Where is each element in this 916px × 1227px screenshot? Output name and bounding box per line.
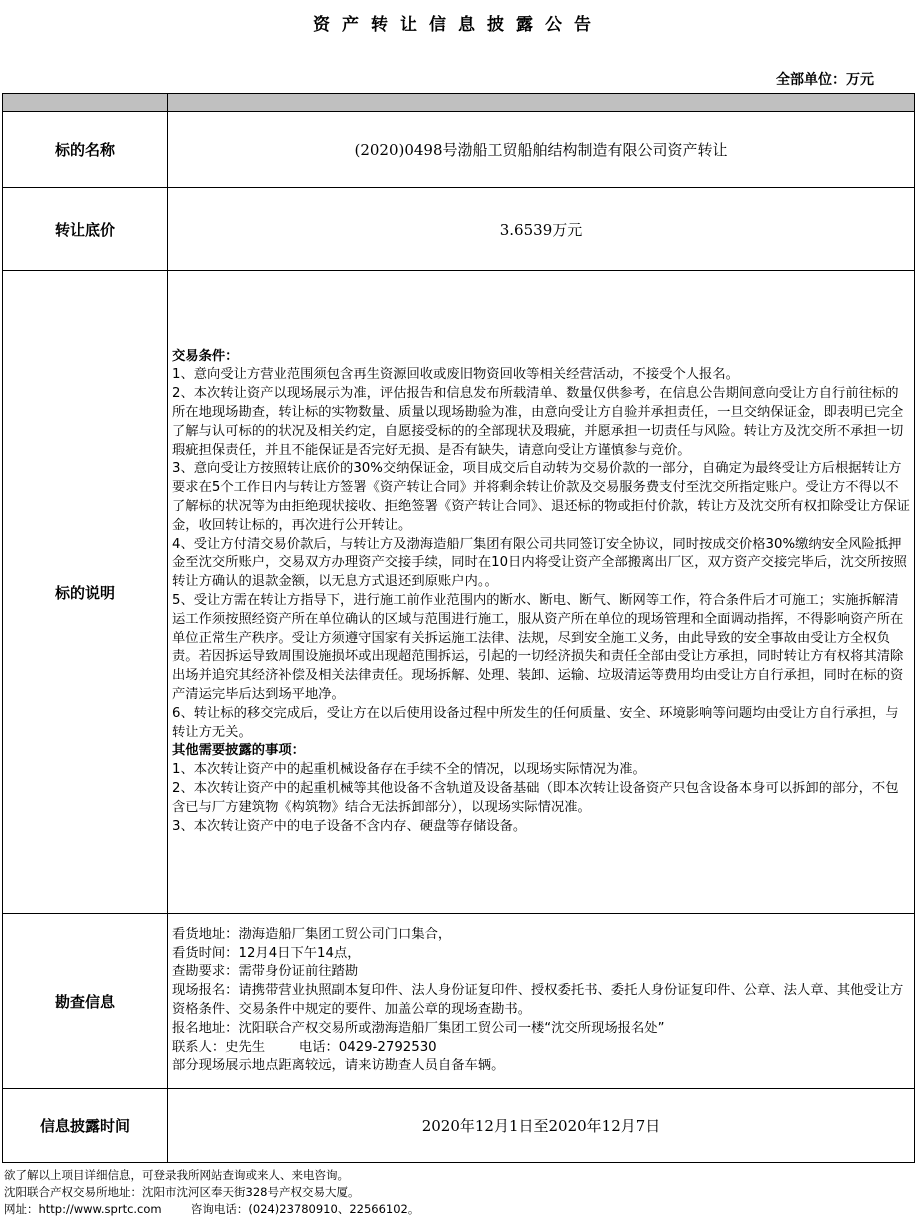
inspection-line: 部分现场展示地点距离较远，请来访勘查人员自备车辆。 [172,1058,505,1074]
condition-item: 3、意向受让方按照转让底价的30%交纳保证金，项目成交后自动转为交易价款的一部分，自确定为最终受让方后根据转让方要求在5个工作日内与转让方签署《资产转让合同》并将剩余转让价款及交易服务费支付至沈交所指定账户。受让方不得以不了解标的状况等为由拒绝现状接收、拒绝签署《资产转让合同》、退还标的物或拒付价款，转让方及沈交所有权扣除受让方保证金，收回转让标的，再次进行公开转让。 [172,461,910,533]
page-title: 资产转让信息披露公告 [313,15,603,35]
inspection-label: 勘查信息 [3,914,168,1089]
inspection-line: 看货地址：渤海造船厂集团工贸公司门口集合， [172,926,452,942]
condition-item: 6、转让标的移交完成后，受让方在以后使用设备过程中所发生的任何质量、安全、环境影响等问题均由受让方自行承担，与转让方无关。 [172,705,899,740]
other-item: 1、本次转让资产中的起重机械设备存在手续不全的情况，以现场实际情况为准。 [172,762,646,778]
header-bar [3,94,915,112]
condition-item: 2、本次转让资产以现场展示为准，评估报告和信息发布所载清单、数量仅供参考，在信息公告期间意向受让方自行前往标的所在地现场勘查，转让标的实物数量、质量以现场勘验为准，由意向受让方自验并承担责任，一旦交纳保证金，即表明已完全了解与认可标的的状况及相关约定，自愿接受标的的全部现状及瑕疵，并愿承担一切责任与风险。转让方及沈交所不承担一切瑕疵担保责任，并且不能保证是否完好无损、是否有缺失，请意向受让方谨慎参与竞价。 [172,386,904,458]
description-label: 标的说明 [3,271,168,914]
inspection-line: 看货时间：12月4日下午14点， [172,945,361,961]
inspection-content [168,914,915,1089]
description-content [168,271,915,914]
footer [4,1167,419,1218]
row-period [3,1089,915,1163]
period-value: 2020年12月1日至2020年12月7日 [168,1089,915,1163]
conditions-heading: 交易条件： [172,348,239,364]
unit-note: 全部单位：万元 [776,72,874,88]
name-label: 标的名称 [3,112,168,188]
header-bar-cell-right [168,94,915,112]
other-item: 2、本次转让资产中的起重机械等其他设备不含轨道及设备基础（即本次转让设备资产只包含设备本身可以拆卸的部分，不包含已与厂方建筑物《构筑物》结合无法拆卸部分），以现场实际情况准。 [172,780,899,815]
name-value: (2020)0498号渤船工贸船舶结构制造有限公司资产转让 [168,112,915,188]
row-description [3,271,915,914]
price-value: 3.6539万元 [168,188,915,271]
disclosure-table [2,93,915,1163]
footer-line: 沈阳联合产权交易所地址：沈阳市沈河区奉天街328号产权交易大厦。 [4,1185,360,1199]
condition-item: 5、受让方需在转让方指导下，进行施工前作业范围内的断水、断电、断气、断网等工作，符合条件后才可施工；实施拆解清运工作须按照经资产所在单位确认的区域与范围进行施工，服从资产所在单位的现场管理和全面调动指挥，不得影响资产所在单位正常生产秩序。受让方须遵守国家有关拆运施工法律、法规，尽到安全施工义务，由此导致的安全事故由受让方全权负责。若因拆运导致周围设施损坏或出现超范围拆运，引起的一切经济损失和责任全部由受让方承担，同时转让方有权将其清除出场并追究其经济补偿及相关法律责任。现场拆解、处理、装卸、运输、垃圾清运等费用均由受让方自行承担，同时在标的资产清运完毕后达到场平地净。 [172,593,904,702]
inspection-line: 现场报名：请携带营业执照副本复印件、法人身份证复印件、授权委托书、委托人身份证复印件、公章、法人章、其他受让方资格条件、交易条件中规定的要件、加盖公章的现场查勘书。 [172,983,904,1017]
other-heading: 其他需要披露的事项： [172,743,305,759]
header-bar-cell-left [3,94,168,112]
condition-item: 4、受让方付清交易价款后，与转让方及渤海造船厂集团有限公司共同签订安全协议，同时按成交价格30%缴纳安全风险抵押金至沈交所账户，交易双方办理资产交接手续，同时在10日内将受让资产全部搬离出厂区，双方资产交接完毕后，沈交所按照转让方确认的退款金额，以无息方式退还到原账户内。。 [172,536,907,590]
footer-line: 欲了解以上项目详细信息，可登录我所网站查询或来人、来电咨询。 [4,1168,349,1182]
period-label: 信息披露时间 [3,1089,168,1163]
inspection-line: 查勘要求：需带身份证前往踏勘 [172,964,359,980]
price-label: 转让底价 [3,188,168,271]
footer-line: 网址：http://www.sprtc.com 咨询电话：(024)23780910、22566102。 [4,1202,420,1216]
inspection-line: 报名地址：沈阳联合产权交易所或渤海造船厂集团工贸公司一楼“沈交所现场报名处” [172,1020,665,1036]
row-price [3,188,915,271]
row-name [3,112,915,188]
inspection-line: 联系人：史先生 电话：0429-2792530 [172,1039,437,1055]
condition-item: 1、意向受让方营业范围须包含再生资源回收或废旧物资回收等相关经营活动，不接受个人报名。 [172,367,739,383]
row-inspection [3,914,915,1089]
other-item: 3、本次转让资产中的电子设备不含内存、硬盘等存储设备。 [172,818,527,834]
